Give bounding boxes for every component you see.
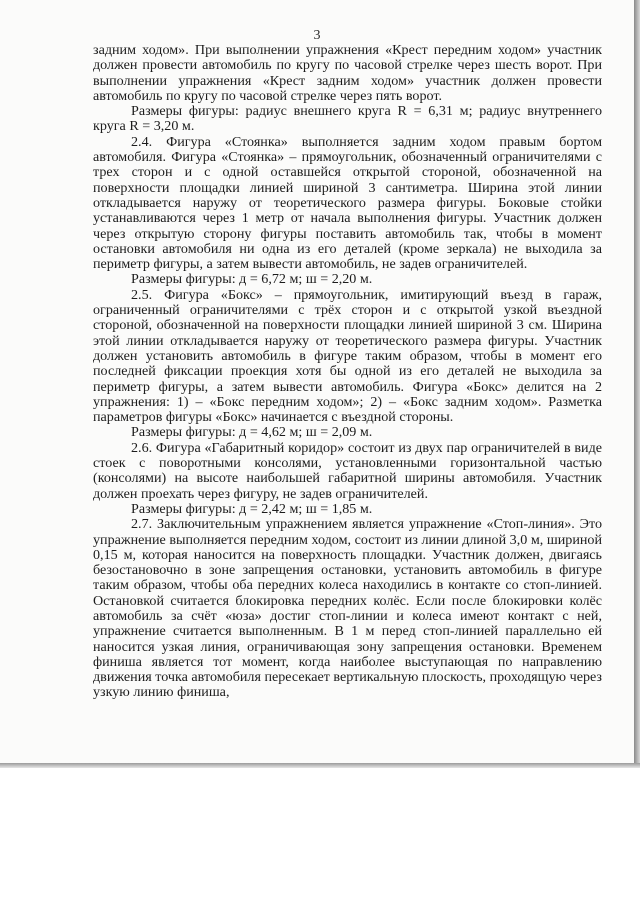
paragraph-boks-dimensions: Размеры фигуры: д = 4,62 м; ш = 2,09 м.: [131, 424, 373, 441]
paragraph-stoyanka-dimensions: Размеры фигуры: д = 6,72 м; ш = 2,20 м.: [131, 271, 373, 288]
paragraph-krest-continuation: задним ходом». При выполнении упражнения «Крест передним ходом» участник должен провести автомобиль по кругу по часовой стрелке через шесть ворот. При выполнении упражнения «Крест задним ходом» участник должен провести автомобиль по кругу по часовой стрелке через пять ворот.: [93, 42, 602, 104]
page-number: 3: [313, 28, 321, 43]
body-text: [93, 43, 602, 701]
page-edge-shadow-right: [634, 0, 640, 763]
paragraph-stop-liniya: 2.7. Заключительным упражнением является упражнение «Стоп-линия». Это упражнение выполняется передним ходом, состоит из линии длиной 3,0 м, шириной 0,15 м, которая наносится на поверхность площадки. Участник должен, двигаясь безостановочно в зоне запрещения остановки, установить автомобиль в фигуре таким образом, чтобы оба передних колеса находились в контакте со стоп-линией. Остановкой считается блокировка передних колёс. Если после блокировки колёс автомобиль за счёт «юза» достиг стоп-линии и колеса имеют контакт с ней, упражнение считается выполненным. В 1 м перед стоп-линией параллельно ей наносится узкая линия, ограничивающая зону запрещения остановки. Временем финиша является тот момент, когда наиболее выступающая по направлению движения точка автомобиля пересекает вертикальную плоскость, проходящую через узкую линию финиша,: [93, 516, 602, 701]
paragraph-koridor-dimensions: Размеры фигуры: д = 2,42 м; ш = 1,85 м.: [131, 500, 373, 517]
paragraph-gabaritnyi-koridor: 2.6. Фигура «Габаритный коридор» состоит из двух пар ограничителей в виде стоек с поворотными консолями, установленными горизонтальной частью (консолями) на высоте наибольшей габаритной ширины автомобиля. Участник должен проехать через фигуру, не задев ограничителей.: [93, 439, 602, 502]
paragraph-krest-dimensions: Размеры фигуры: радиус внешнего круга R = 6,31 м; радиус внутреннего круга R = 3,20 м.: [93, 103, 602, 135]
page-edge-shadow-bottom: [0, 763, 640, 768]
paragraph-stoyanka: 2.4. Фигура «Стоянка» выполняется задним ходом правым бортом автомобиля. Фигура «Стоянка» – прямоугольник, обозначенный ограничителями с трех сторон и с одной оставшейся открытой стороной, обозначенной на поверхности площадки линией шириной 3 сантиметра. Ширина этой линии откладывается наружу от теоретического размера фигуры. Боковые стойки устанавливаются через 1 метр от начала выполнения фигуры. Участник должен через открытую сторону фигуры поставить автомобиль так, чтобы в момент остановки автомобиля ни одна из его деталей (кроме зеркала) не выходила за периметр фигуры, а затем вывести автомобиль, не задев ограничителей.: [93, 133, 602, 273]
paragraph-boks: 2.5. Фигура «Бокс» – прямоугольник, имитирующий въезд в гараж, ограниченный ограничителями с трёх сторон и с открытой узкой въездной стороной, обозначенной на поверхности площадки линией шириной 3 см. Ширина этой линии откладывается наружу от теоретического размера фигуры. Участник должен установить автомобиль в фигуре таким образом, чтобы в момент его последней фиксации проекция хотя бы одной из его деталей не выходила за периметр фигуры, а затем вывести автомобиль. Фигура «Бокс» делится на 2 упражнения: 1) – «Бокс передним ходом»; 2) – «Бокс задним ходом». Разметка параметров фигуры «Бокс» начинается с въездной стороны.: [93, 286, 602, 426]
